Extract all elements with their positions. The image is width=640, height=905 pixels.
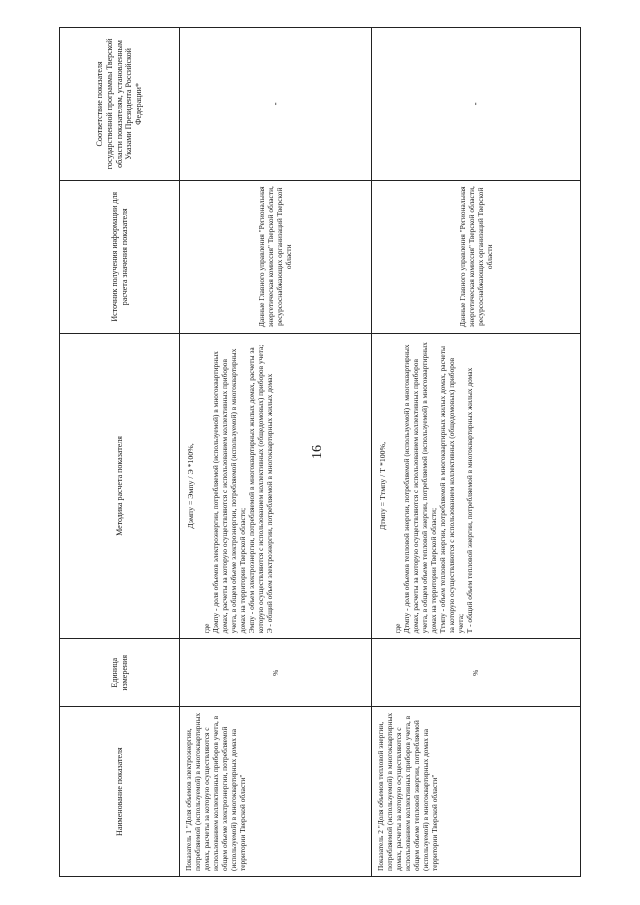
row1-method (180, 333, 372, 639)
header-source: Источник получения информации для расчета значения показателя (60, 180, 180, 333)
page-number: 16 (310, 445, 325, 459)
row1-compliance: - (180, 28, 372, 181)
row1-formula: Дэмпу = Эмпу / Э *100%, (186, 443, 195, 529)
row2-source: Данные Главного управления "Региональная энергетическая комиссия" Тверской области, ресурсоснабжающих организаций Тверской области (371, 180, 580, 333)
rotated-table-container (59, 27, 581, 877)
header-method: Методика расчета показателя (60, 333, 180, 639)
row1-where: где (201, 623, 211, 634)
row2-desc-1: Дтмпу - доля объемов тепловой энергии, потребляемой (используемой) в многоквартирных домах, расчеты за которую осуществляются с использованием коллективных приборов учета, в общем объеме тепловой энергии, потребляемой (используемой) в многоквартирных домах на территории Тверской области; (402, 342, 439, 634)
row1-desc-3: Э - общий объем электроэнергии, потребляемой в многоквартирных жилых домах (264, 373, 274, 634)
row2-desc-2: Ттмпу - объем тепловой энергии, потребляемой в многоквартирных жилых домах, расчеты за которую осуществляются с использованием коллективных (общедомовых) приборов учета; (438, 346, 466, 634)
row2-unit: % (371, 639, 580, 707)
header-compliance: Соответствие показателя государственной программы Тверской области показателям, установленным Указами Президента Российской Федерации* (60, 28, 180, 181)
table-row (371, 28, 580, 877)
row2-method (371, 333, 580, 639)
row2-where: где (393, 623, 403, 634)
row1-unit: % (180, 639, 372, 707)
row2-compliance: - (371, 28, 580, 181)
row2-formula: Дтмпу = Ттмпу / Т *100%, (377, 441, 387, 530)
row1-name: Показатель 1 "Доля объемов электроэнергии, потребляемой (используемой) в многоквартирных домах, расчеты за которую осуществляются с использованием коллективных приборов учета, в общем объеме электроэнергии, потребляемой (используемой) в многоквартирных домах на территории Тверской области" (180, 707, 372, 877)
row1-desc-1: Дэмпу - доля объемов электроэнергии, потребляемой (используемой) в многоквартирных домах, расчеты за которую осуществляются с использованием коллективных приборов учета, в общем объеме электроэнергии, потребляемой (используемой) в многоквартирных домах на территории Тверской области; (210, 348, 247, 634)
header-unit: Единица измерения (60, 639, 180, 707)
row1-source: Данные Главного управления "Региональная энергетическая комиссия" Тверской области, ресурсоснабжающих организаций Тверской области (180, 180, 372, 333)
row2-name: Показатель 2 "Доля объемов тепловой энергии, потребляемой (используемой) в многоквартирных домах, расчеты за которую осуществляются с использованием коллективных приборов учета, в общем объеме тепловой энергии, потребляемой (используемой) в многоквартирных домах на территории Тверской области" (371, 707, 580, 877)
row1-desc-2: Эмпу - объем электроэнергии, потребляемой в многоквартирных жилых домах, расчеты за которую осуществляются с использованием коллективных (общедомовых) приборов учета; (246, 344, 265, 634)
table-header-row (60, 28, 180, 877)
header-name: Наименование показателя (60, 707, 180, 877)
table-row (180, 28, 372, 877)
indicator-table (59, 27, 581, 877)
row2-desc-3: Т - общий объем тепловой энергии, потребляемой в многоквартирных жилых домах (465, 367, 475, 634)
